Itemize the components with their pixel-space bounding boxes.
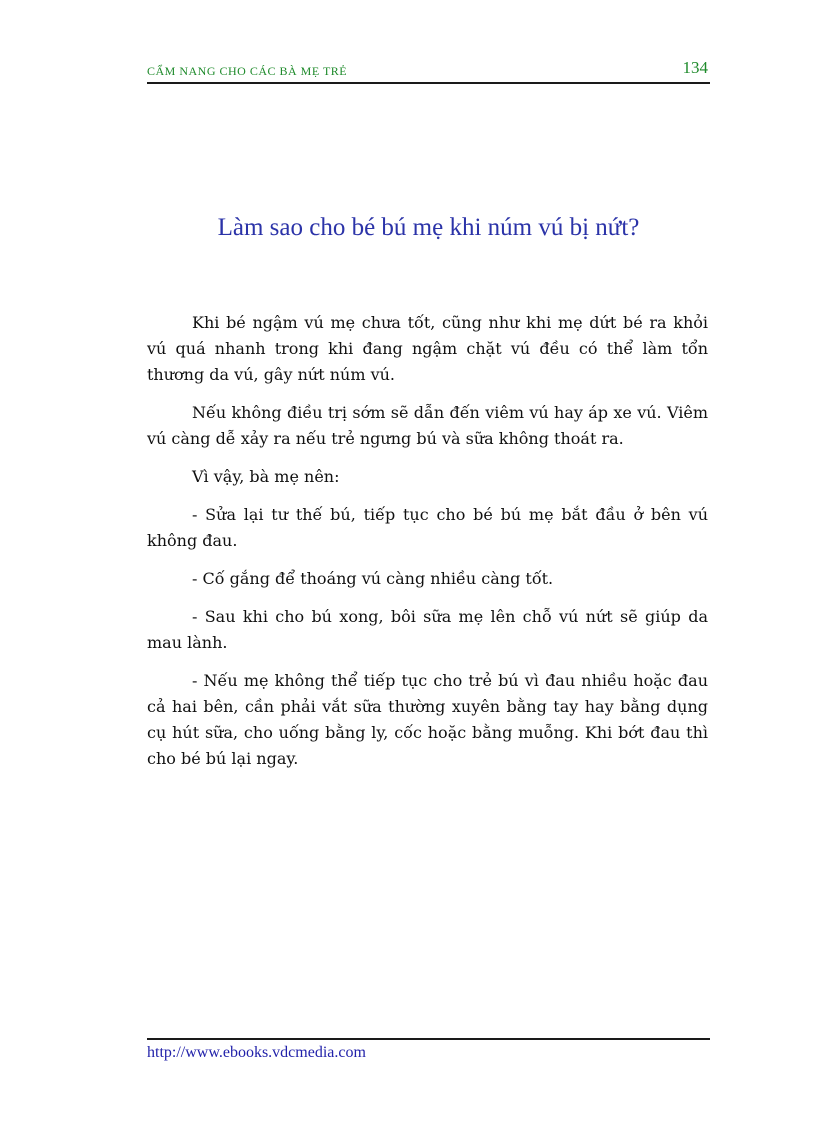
footer-divider xyxy=(147,1038,710,1040)
book-title: CẨM NANG CHO CÁC BÀ MẸ TRẺ xyxy=(147,64,348,78)
article-body xyxy=(147,310,708,784)
page-number: 134 xyxy=(682,58,708,77)
list-item: - Sửa lại tư thế bú, tiếp tục cho bé bú mẹ bắt đầu ở bên vú không đau. xyxy=(147,505,708,550)
page-header xyxy=(147,60,710,84)
footer-website-link[interactable]: http://www.ebooks.vdcmedia.com xyxy=(147,1044,366,1061)
article-title: Làm sao cho bé bú mẹ khi núm vú bị nứt? xyxy=(217,214,640,241)
list-item: - Cố gắng để thoáng vú càng nhiều càng tốt. xyxy=(192,569,554,588)
paragraph: Nếu không điều trị sớm sẽ dẫn đến viêm vú hay áp xe vú. Viêm vú càng dễ xảy ra nếu trẻ ngưng bú và sữa không thoát ra. xyxy=(147,403,708,448)
paragraph: Khi bé ngậm vú mẹ chưa tốt, cũng như khi mẹ dứt bé ra khỏi vú quá nhanh trong khi đang ngậm chặt vú đều có thể làm tổn thương da vú, gây nứt núm vú. xyxy=(147,313,708,384)
list-item: - Nếu mẹ không thể tiếp tục cho trẻ bú vì đau nhiều hoặc đau cả hai bên, cần phải vắt sữa thường xuyên bằng tay hay bằng dụng cụ hút sữa, cho uống bằng ly, cốc hoặc bằng muỗng. Khi bớt đau thì cho bé bú lại ngay. xyxy=(147,671,708,768)
list-item: - Sau khi cho bú xong, bôi sữa mẹ lên chỗ vú nứt sẽ giúp da mau lành. xyxy=(147,607,708,652)
paragraph: Vì vậy, bà mẹ nên: xyxy=(192,467,340,486)
